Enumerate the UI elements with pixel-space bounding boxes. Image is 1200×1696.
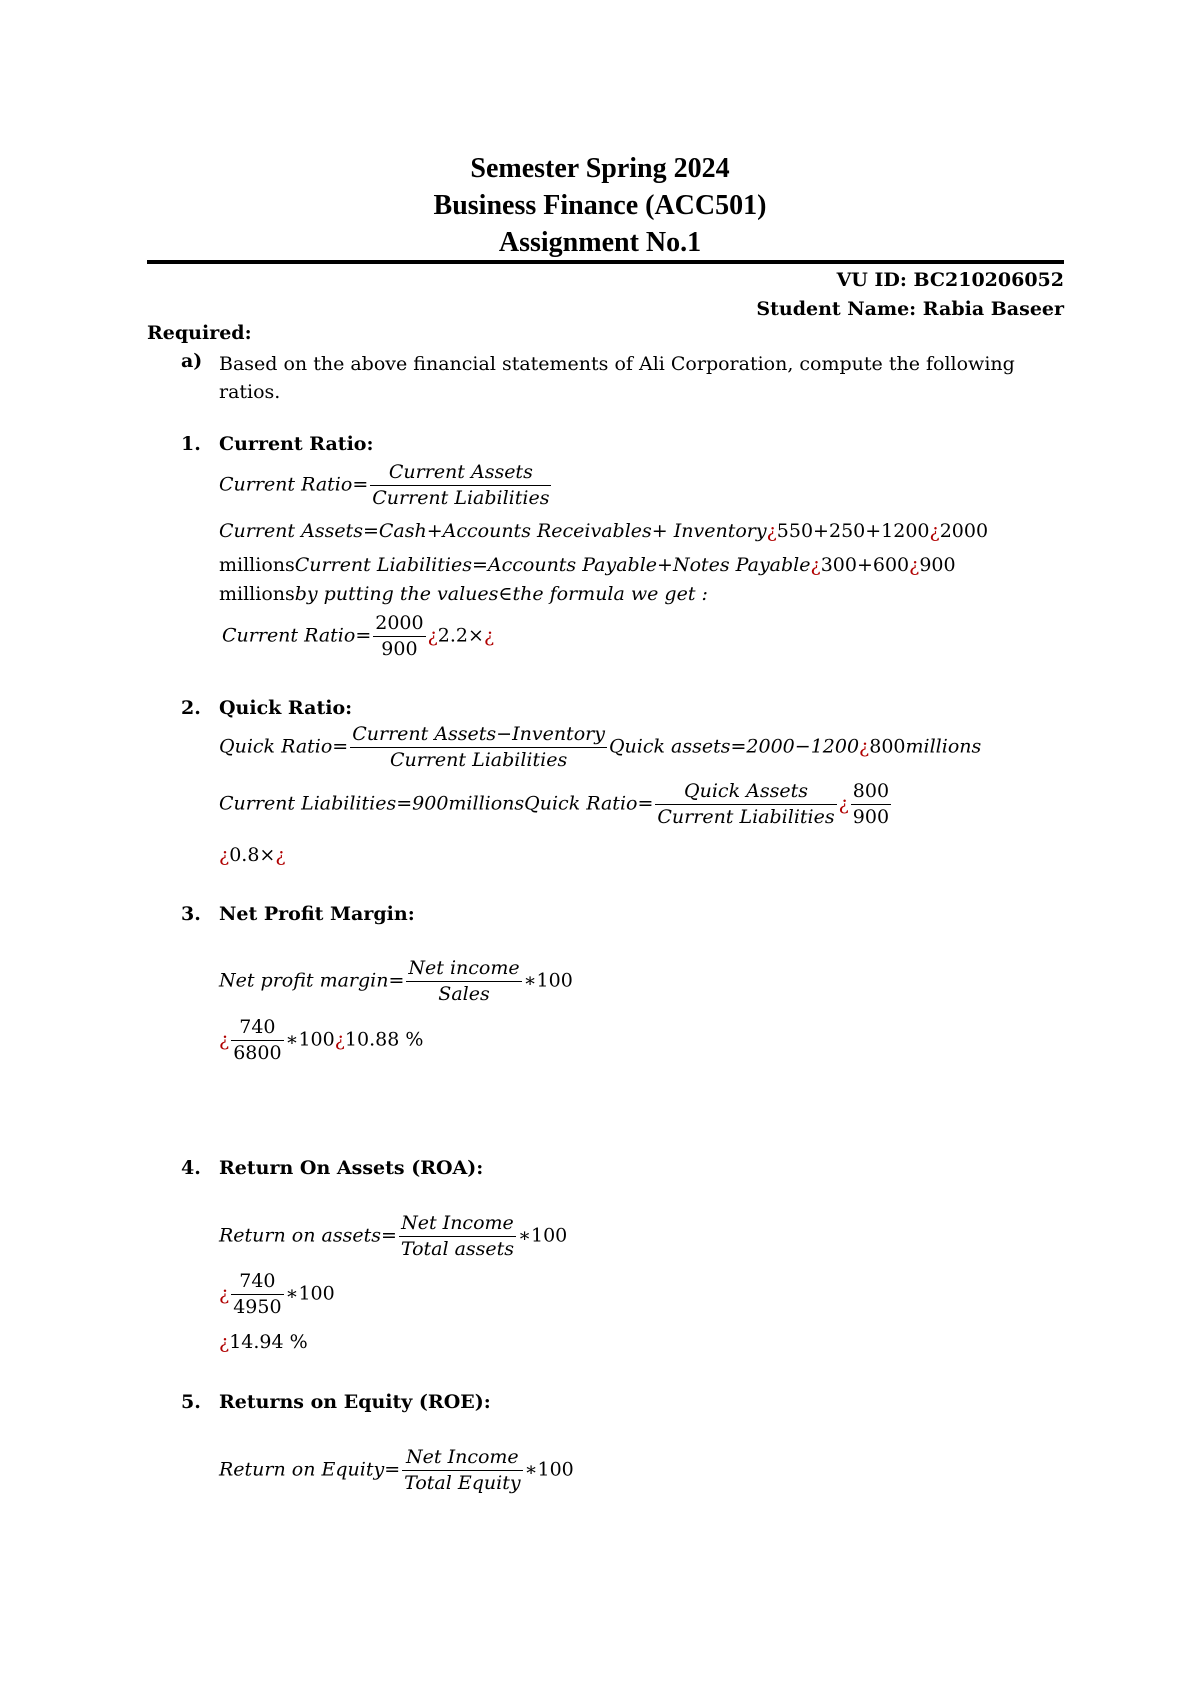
section-net-profit-margin-heading [181,903,415,925]
denominator: Total assets [400,1238,515,1260]
values: 550+250+1200 [776,520,930,542]
header-divider [147,260,1064,264]
denominator: 900 [852,806,890,828]
fraction [373,611,425,662]
fraction [370,460,551,511]
section-number: 3. [181,903,201,925]
multiplier: ∗100 [524,1458,574,1481]
fraction [399,1211,516,1262]
semester-title: Semester Spring 2024 [470,153,730,184]
section-quick-ratio-heading [181,697,352,719]
numerator: 740 [231,1015,283,1041]
document-header [0,150,1200,261]
denominator: Total Equity [404,1472,521,1494]
multiplier: ∗100 [285,1282,335,1305]
total: 2000 [939,520,989,542]
lhs: Current Ratio= [222,624,372,647]
denominator: 6800 [233,1042,282,1064]
red-mark: ¿ [483,624,495,647]
fraction [851,779,891,830]
section-number: 1. [181,433,201,455]
value: 800 [869,735,906,758]
numerator: Net Income [402,1445,522,1471]
section-title: Return On Assets (ROA): [219,1157,484,1179]
denominator: Sales [438,983,490,1005]
total: 900 [919,554,956,576]
red-mark: ¿ [810,554,821,576]
denominator: 900 [381,638,418,660]
numerator: 740 [231,1269,283,1295]
lhs: Return on assets= [219,1224,397,1247]
section-title: Current Ratio: [219,433,374,455]
fraction [655,779,836,830]
fraction [231,1015,283,1066]
fraction [350,722,607,773]
result: 2.2× [437,624,484,647]
lhs: Quick Ratio= [219,735,349,758]
fraction [406,956,521,1007]
red-mark: ¿ [929,520,940,542]
unit: millions [905,735,982,758]
current-ratio-result [222,611,494,662]
expr: Current Assets=Cash+Accounts Receivables+ Inventory [219,520,767,542]
quick-assets-expr: Quick assets=2000−1200 [608,735,860,758]
student-name: Student Name: Rabia Baseer [756,298,1064,320]
fraction [402,1445,522,1496]
section-title: Returns on Equity (ROE): [219,1391,491,1413]
values: 300+600 [820,554,910,576]
quick-ratio-values [219,779,893,830]
lhs: Current Ratio= [219,473,369,496]
numerator: 2000 [373,611,425,637]
expr: Current Liabilities=900 [219,792,449,815]
fraction [231,1269,283,1320]
red-mark: ¿ [766,520,777,542]
section-number: 2. [181,697,201,719]
lhs: Quick Ratio= [524,792,654,815]
red-mark: ¿ [909,554,920,576]
roa-result [219,1330,308,1354]
section-number: 4. [181,1157,201,1179]
quick-ratio-result [219,843,286,867]
current-ratio-formula [219,460,553,511]
roa-substitution [219,1269,335,1320]
red-mark: ¿ [219,844,230,866]
net-profit-margin-result [219,1015,423,1066]
roa-formula [219,1211,567,1262]
red-mark: ¿ [219,1331,230,1353]
section-current-ratio-heading [181,433,373,455]
section-title: Quick Ratio: [219,697,353,719]
red-mark: ¿ [219,1028,230,1051]
current-liabilities-line [219,553,956,577]
current-assets-line [219,519,988,543]
multiplier: ∗100 [523,969,573,992]
required-label: Required: [147,322,252,344]
item-marker: a) [181,350,203,372]
denominator: Current Liabilities [657,806,835,828]
denominator: Current Liabilities [372,487,550,509]
multiplier: ∗100 [518,1224,568,1247]
assignment-title: Assignment No.1 [498,227,702,258]
course-title: Business Finance (ACC501) [433,190,767,221]
putting-values-line [219,582,708,606]
result: 10.88 % [344,1028,424,1051]
denominator: Current Liabilities [389,749,568,771]
lhs: Net profit margin= [219,969,405,992]
section-title: Net Profit Margin: [219,903,415,925]
unit: millions [219,554,295,576]
item-text: Based on the above financial statements of Ali Corporation, compute the following ratios. [219,353,1015,403]
unit: millions [448,792,525,815]
red-mark: ¿ [859,735,870,758]
numerator: Current Assets−Inventory [350,722,607,748]
numerator: Quick Assets [655,779,836,805]
denominator: 4950 [233,1296,282,1318]
numerator: Net income [406,956,521,982]
net-profit-margin-formula [219,956,573,1007]
result: 14.94 % [229,1331,308,1353]
vu-id: VU ID: BC210206052 [836,269,1064,291]
section-roa-heading [181,1157,483,1179]
red-mark: ¿ [275,844,286,866]
red-mark: ¿ [219,1282,230,1305]
red-mark: ¿ [838,792,849,815]
multiplier: ∗100 [285,1028,335,1051]
quick-ratio-formula [219,722,981,773]
lhs: Return on Equity= [219,1458,401,1481]
expr: Current Liabilities=Accounts Payable+Notes Payable [294,554,811,576]
expr: by putting the values∈the formula we get : [294,583,708,605]
section-number: 5. [181,1391,201,1413]
result: 0.8× [229,844,276,866]
red-mark: ¿ [427,624,438,647]
roe-formula [219,1445,574,1496]
numerator: 800 [851,779,891,805]
section-roe-heading [181,1391,491,1413]
unit: millions [219,583,295,605]
numerator: Net Income [399,1211,516,1237]
numerator: Current Assets [370,460,551,486]
student-info [756,266,1064,324]
red-mark: ¿ [334,1028,345,1051]
